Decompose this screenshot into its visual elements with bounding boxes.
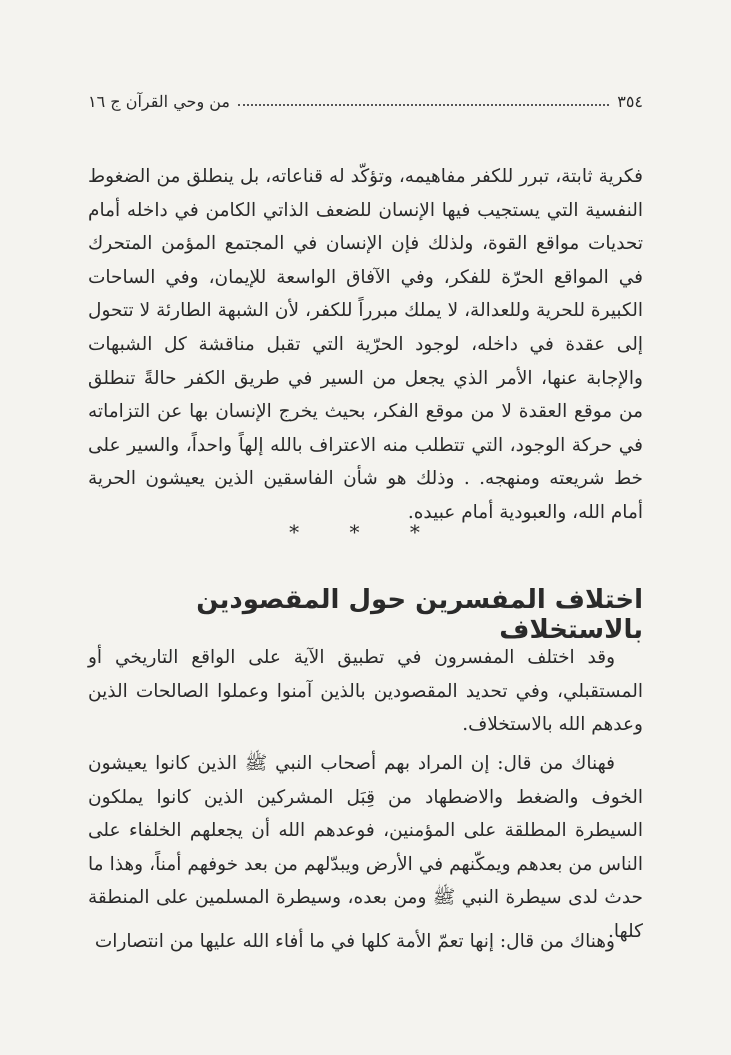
paragraph-4: وهناك من قال: إنها تعمّ الأمة كلها في ما أفاء الله عليها من انتصارات [94, 931, 615, 952]
header-leader-dots [238, 104, 609, 106]
paragraph-3: فهناك من قال: إن المراد بهم أصحاب النبي ﷺ الذين كانوا يعيشون الخوف والضغط والاضطهاد من قِبَل المشركين الذين كانوا يملكون السيطرة المطلقة على المؤمنين، فوعدهم الله أن يجعلهم الخلفاء على الناس من بعدهم ويمكّنهم في الأرض ويبدّلهم من بعد خوفهم أمناً، وهذا ما حدث لدى سيطرة النبي ﷺ ومن بعده، وسيطرة المسلمين على المنطقة كلها. [88, 753, 643, 942]
paragraph-2: وقد اختلف المفسرون في تطبيق الآية على الواقع التاريخي أو المستقبلي، وفي تحديد المقصودين بالذين آمنوا وعملوا الصالحات الذين وعدهم الله بالاستخلاف. [88, 647, 643, 736]
book-title: من وحي القرآن ج ١٦ [88, 91, 230, 111]
section-heading: اختلاف المفسرين حول المقصودين بالاستخلاف [196, 585, 643, 645]
section-separator: * * * [289, 520, 442, 544]
paragraph-1: فكرية ثابتة، تبرر للكفر مفاهيمه، وتؤكّد له قناعاته، بل ينطلق من الضغوط النفسية التي يستجيب فيها الإنسان للضعف الذاتي الكامن في داخله أمام تحديات مواقع القوة، ولذلك فإن الإنسان في المجتمع المؤمن المتحرك في المواقع الحرّة للفكر، وفي الآفاق الواسعة للإيمان، وفي الساحات الكبيرة للحرية وللعدالة، لا يملك مبرراً للكفر، لأن الشبهة الطارئة لا تتحول إلى عقدة في داخله، لوجود الحرّية التي تقبل مناقشة كل الشبهات والإجابة عنها، الأمر الذي يجعل من السير في طريق الكفر حالةً تنطلق من موقع العقدة لا من موقع الفكر، بحيث يخرج الإنسان بها عن التزاماته في حركة الوجود، التي تتطلب منه الاعتراف بالله إلهاً واحداً، والسير على خط شريعته ومنهجه. . وذلك هو شأن الفاسقين الذين يعيشون الحرية أمام الله، والعبودية أمام عبيده. [88, 166, 643, 523]
page-number: ٣٥٤ [617, 91, 643, 111]
running-header [88, 88, 643, 114]
